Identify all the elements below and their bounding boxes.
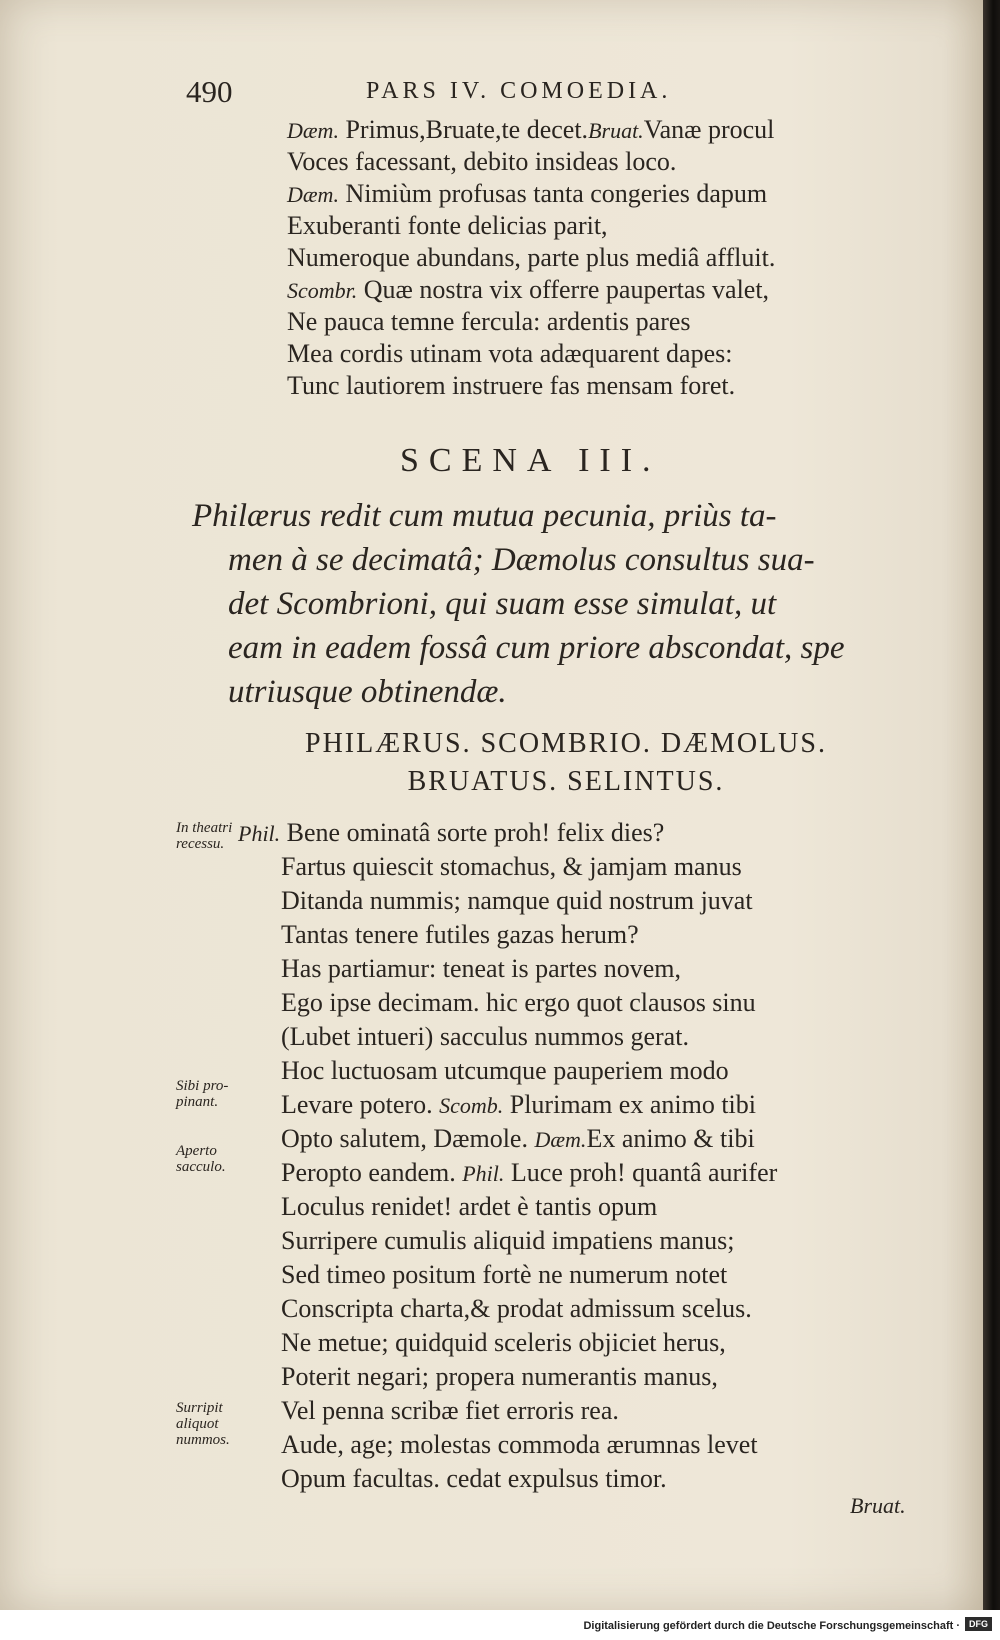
verse-text: Levare potero. xyxy=(281,1090,440,1119)
verse-line xyxy=(281,918,639,952)
argument-line: eam in eadem fossâ cum priore abscondat, spe xyxy=(228,630,845,666)
verse-line xyxy=(238,816,664,851)
speaker-label: Dæm. xyxy=(287,182,339,207)
argument-line: men à se decimatâ; Dæmolus consultus sua- xyxy=(228,542,815,578)
note-line: Aperto xyxy=(176,1143,217,1159)
scene-argument xyxy=(192,494,922,714)
verse-line xyxy=(281,1428,758,1462)
argument-line: det Scombrioni, qui suam esse simulat, ut xyxy=(228,586,777,622)
dfg-logo: DFG xyxy=(965,1617,992,1631)
verse-text: Tunc lautiorem instruere fas mensam foret. xyxy=(287,371,736,400)
speaker-label: Scombr. xyxy=(287,278,358,303)
dramatis-personae xyxy=(196,725,936,801)
note-line: nummos. xyxy=(176,1432,230,1448)
argument-line: utriusque obtinendæ. xyxy=(228,674,507,710)
verse-text: Ne pauca temne fercula: ardentis pares xyxy=(287,307,691,336)
verse-text: Bene ominatâ sorte proh! felix dies? xyxy=(280,818,665,847)
verse-line xyxy=(281,1054,729,1088)
verse-line xyxy=(281,1224,734,1258)
verse-line xyxy=(281,1394,619,1428)
speaker-label: Scomb. xyxy=(439,1093,504,1118)
verse-line xyxy=(287,241,775,275)
verse-line xyxy=(287,209,608,243)
personae-line: BRUATUS. SELINTUS. xyxy=(407,766,725,797)
verse-text: Ditanda nummis; namque quid nostrum juvat xyxy=(281,886,753,915)
speaker-label: Bruat. xyxy=(588,118,644,143)
verse-text: Opto salutem, Dæmole. xyxy=(281,1124,535,1153)
verse-line xyxy=(281,1258,727,1292)
verse-line xyxy=(281,986,756,1020)
page-header xyxy=(186,74,906,114)
verse-text: Vel penna scribæ fiet erroris rea. xyxy=(281,1396,619,1425)
verse-line xyxy=(287,145,676,179)
verse-text: Mea cordis utinam vota adæquarent dapes: xyxy=(287,339,733,368)
marginal-note xyxy=(176,1078,228,1110)
note-line: pinant. xyxy=(176,1094,219,1110)
marginal-note xyxy=(176,1400,230,1448)
note-line: In theatri xyxy=(176,820,233,836)
scene-title: SCENA III. xyxy=(400,442,661,479)
speaker-label: Dæm. xyxy=(534,1127,587,1152)
verse-text: Loculus renidet! ardet è tantis opum xyxy=(281,1192,658,1221)
note-line: recessu. xyxy=(176,836,225,852)
verse-line xyxy=(281,1122,755,1157)
verse-line xyxy=(281,1462,667,1496)
catchword: Bruat. xyxy=(850,1493,906,1518)
verse-text: Nimiùm profusas tanta congeries dapum xyxy=(338,179,768,208)
verse-line xyxy=(287,305,691,339)
page-number: 490 xyxy=(186,74,233,109)
verse-line xyxy=(281,1020,689,1054)
verse-text: Conscripta charta,& prodat admissum scelus. xyxy=(281,1294,752,1323)
verse-text: Quæ nostra vix offerre paupertas valet, xyxy=(357,275,770,304)
verse-line xyxy=(281,1156,777,1191)
verse-line xyxy=(287,369,735,403)
verse-line xyxy=(281,850,742,884)
verse-line xyxy=(281,1292,752,1326)
verse-line xyxy=(281,1190,657,1224)
note-line: Surripit xyxy=(176,1400,223,1416)
verse-text: Primus,Bruate,te decet. xyxy=(338,115,589,144)
verse-text: Vanæ procul xyxy=(643,115,775,144)
note-line: sacculo. xyxy=(176,1159,226,1175)
verse-text: Sed timeo positum fortè ne numerum notet xyxy=(281,1260,728,1289)
verse-line xyxy=(287,273,769,308)
verse-text: Poterit negari; propera numerantis manus, xyxy=(281,1362,718,1391)
verse-line xyxy=(281,884,753,918)
verse-text: Voces facessant, debito insideas loco. xyxy=(287,147,677,176)
speaker-label: Phil. xyxy=(462,1161,505,1186)
verse-text: Fartus quiescit stomachus, & jamjam manus xyxy=(281,852,742,881)
verse-text: Numeroque abundans, parte plus mediâ affluit. xyxy=(287,243,776,272)
verse-text: Plurimam ex animo tibi xyxy=(503,1090,757,1119)
verse-text: (Lubet intueri) sacculus nummos gerat. xyxy=(281,1022,689,1051)
marginal-note xyxy=(176,820,232,852)
verse-text: Luce proh! quantâ aurifer xyxy=(504,1158,778,1187)
verse-text: Has partiamur: teneat is partes novem, xyxy=(281,954,681,983)
verse-text: Ego ipse decimam. hic ergo quot clausos sinu xyxy=(281,988,756,1017)
book-binding-edge xyxy=(983,0,1000,1610)
verse-line xyxy=(281,952,681,986)
verse-text: Exuberanti fonte delicias parit, xyxy=(287,211,608,240)
running-head: PARS IV. COMOEDIA. xyxy=(366,78,672,104)
verse-text: Ex animo & tibi xyxy=(586,1124,755,1153)
verse-text: Tantas tenere futiles gazas herum? xyxy=(281,920,639,949)
verse-line xyxy=(287,113,774,148)
note-line: aliquot xyxy=(176,1416,219,1432)
footer-credit: Digitalisierung gefördert durch die Deutsche Forschungsgemeinschaft · xyxy=(583,1620,960,1632)
argument-line: Philærus redit cum mutua pecunia, priùs ta- xyxy=(192,498,777,534)
verse-text: Peropto eandem. xyxy=(281,1158,463,1187)
verse-text: Opum facultas. cedat expulsus timor. xyxy=(281,1464,667,1493)
marginal-note xyxy=(176,1143,226,1175)
personae-line: PHILÆRUS. SCOMBRIO. DÆMOLUS. xyxy=(305,728,827,759)
verse-text: Hoc luctuosam utcumque pauperiem modo xyxy=(281,1056,729,1085)
verse-line xyxy=(281,1360,718,1394)
verse-text: Surripere cumulis aliquid impatiens manus; xyxy=(281,1226,735,1255)
verse-line xyxy=(287,177,767,212)
note-line: Sibi pro- xyxy=(176,1078,229,1094)
verse-text: Aude, age; molestas commoda ærumnas levet xyxy=(281,1430,758,1459)
speaker-label: Dæm. xyxy=(287,118,339,143)
verse-line xyxy=(287,337,732,371)
verse-line xyxy=(281,1088,756,1123)
verse-line xyxy=(281,1326,726,1360)
verse-text: Ne metue; quidquid sceleris objiciet herus, xyxy=(281,1328,726,1357)
speaker-label: Phil. xyxy=(238,821,281,846)
